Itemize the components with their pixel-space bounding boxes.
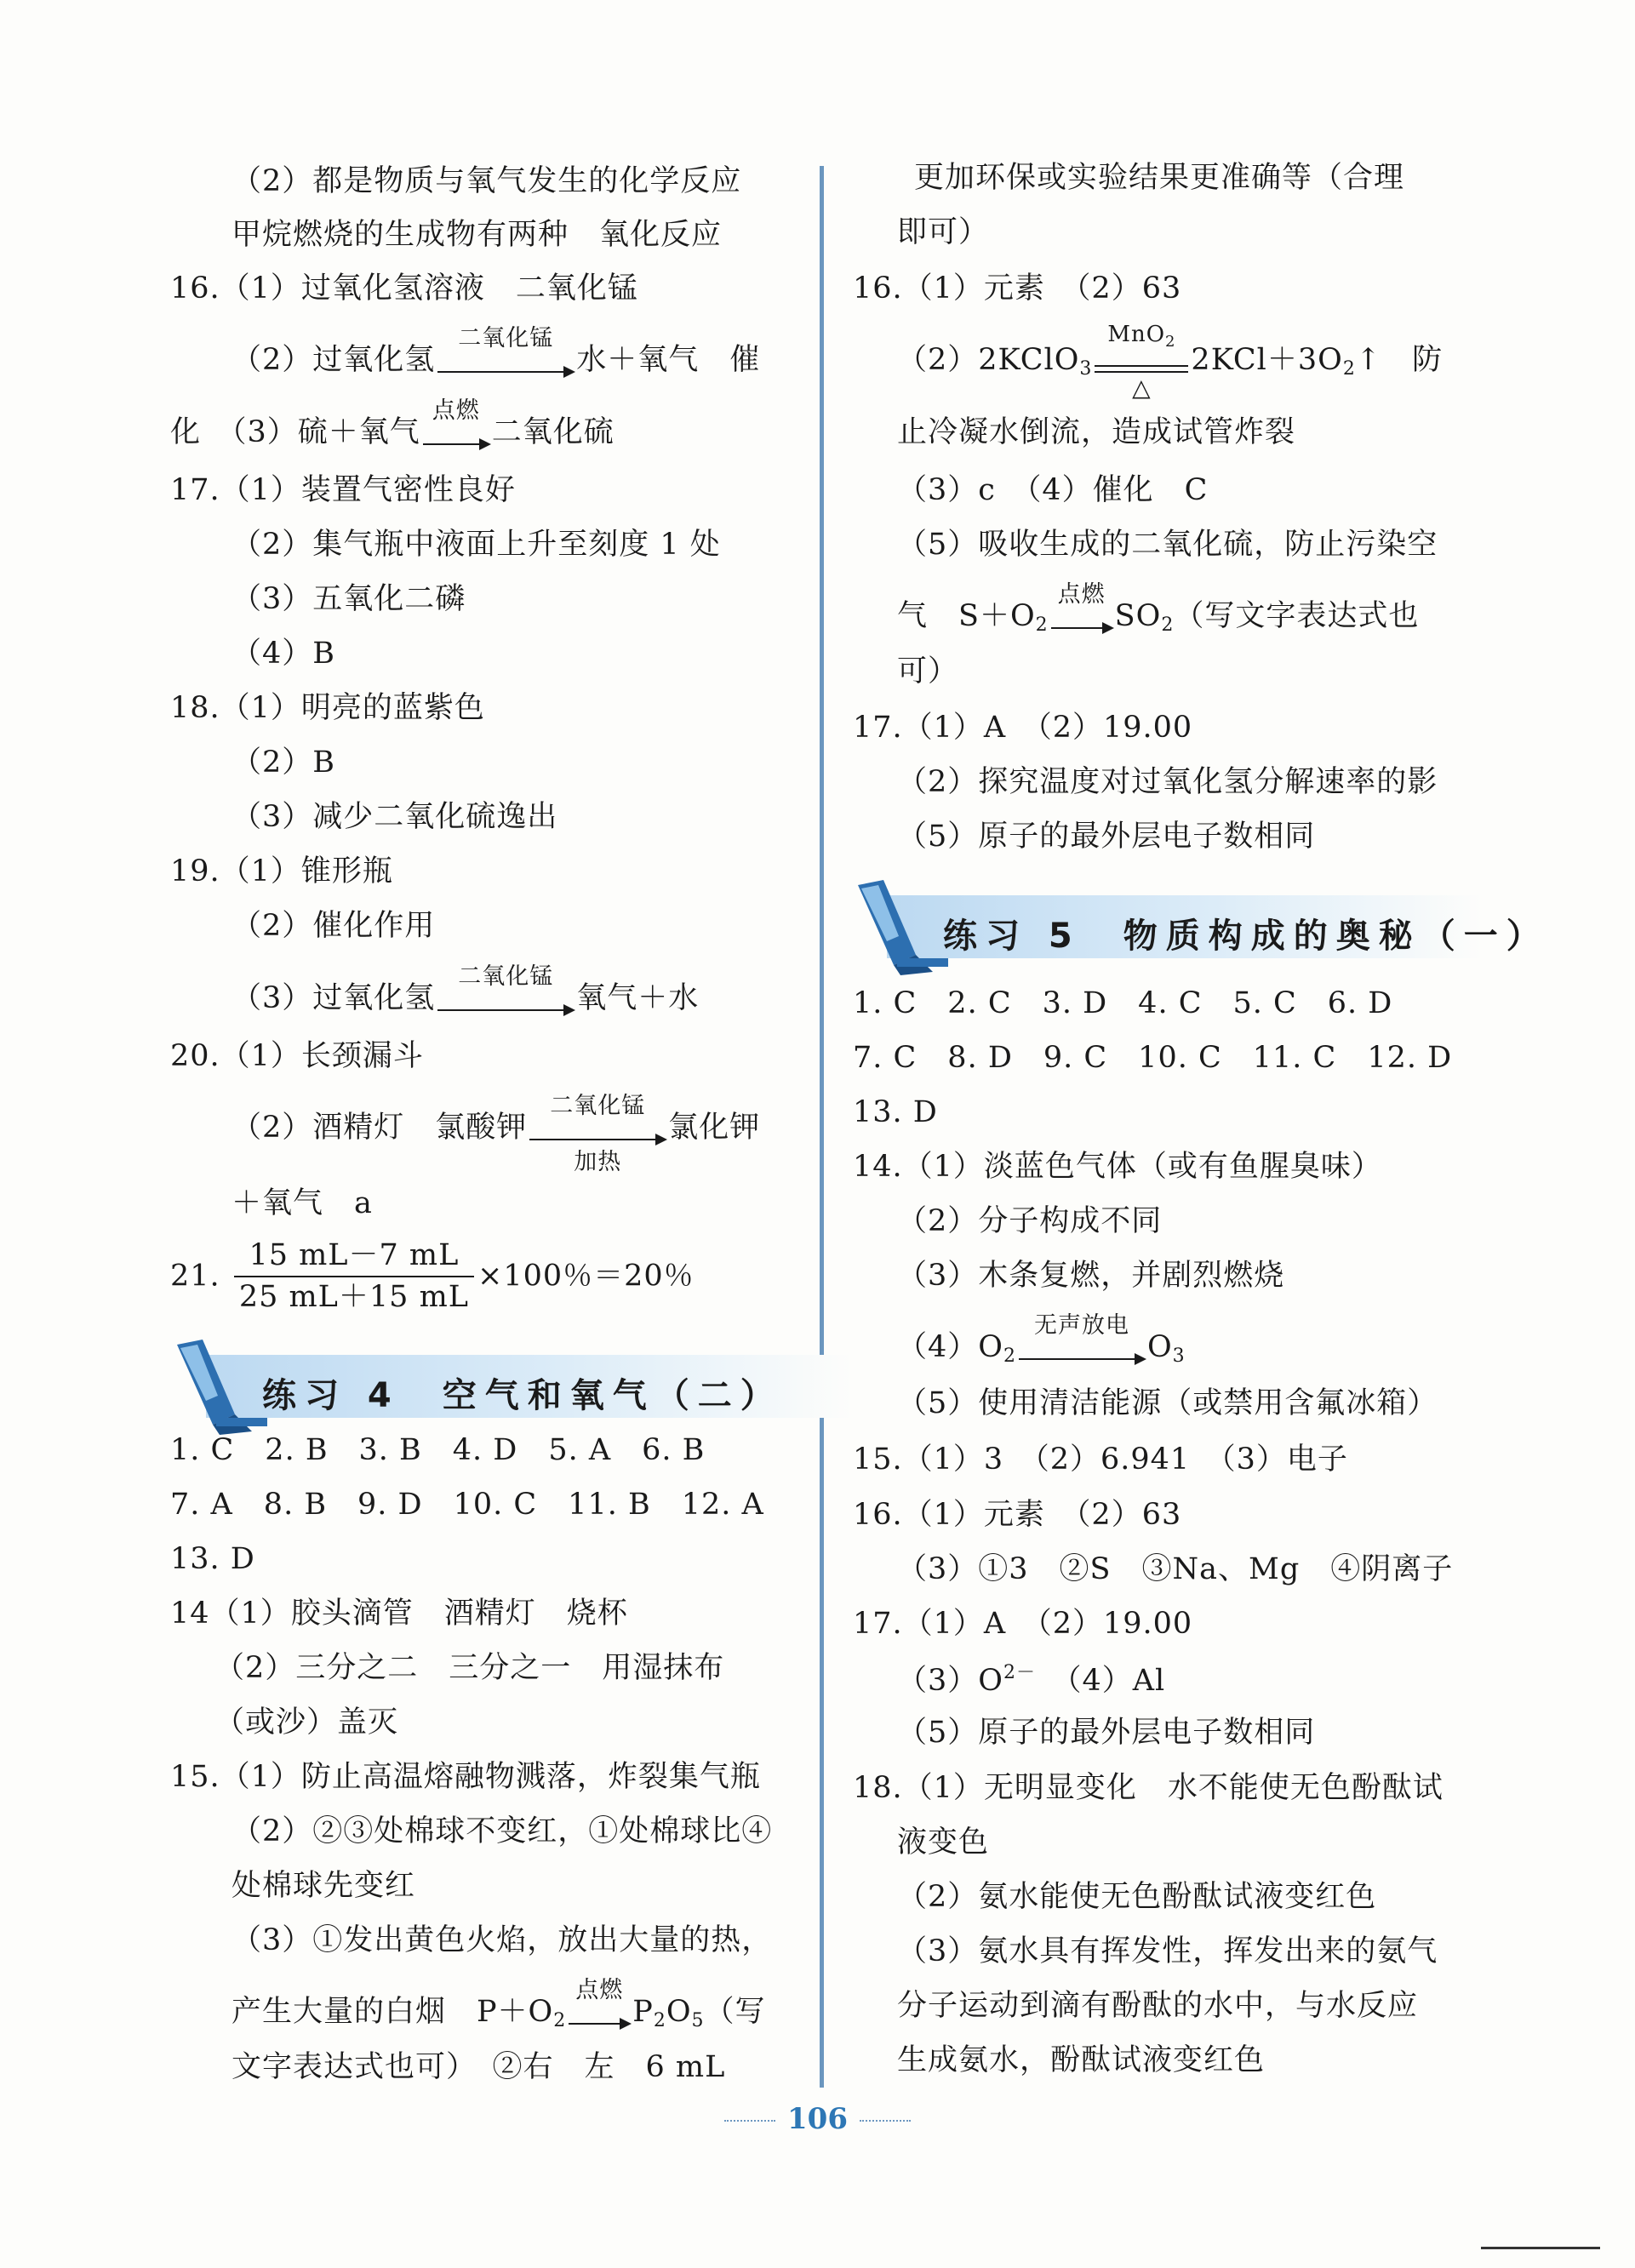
page-footer bbox=[0, 2102, 1635, 2136]
answer-line: 更加环保或实验结果更准确等（合理 bbox=[914, 161, 1405, 195]
answer-line: （或沙）盖灭 bbox=[214, 1705, 399, 1740]
equation-line: （2）2KClO$_3$ MnO$_2$ △ $2KCl+3O_2↑$ 防 bbox=[897, 322, 1443, 402]
answer-line: （2）三分之二 三分之一 用湿抹布 bbox=[214, 1651, 725, 1685]
answer-line: （3）氨水具有挥发性，挥发出来的氨气 bbox=[897, 1934, 1438, 1968]
answer-line: 15.（1）3 （2）6.941 （3）电子 bbox=[853, 1442, 1348, 1477]
answer-line: （5）原子的最外层电子数相同 bbox=[897, 820, 1316, 854]
answer-line: （5）使用清洁能源（或禁用含氟冰箱） bbox=[897, 1386, 1438, 1420]
answer-line: （3）①3 ②S ③Na、Mg ④阴离子 bbox=[897, 1552, 1454, 1586]
answer-line: 17.（1）A （2）19.00 bbox=[853, 1607, 1193, 1641]
answer-line: 14.（1）淡蓝色气体（或有鱼腥臭味） bbox=[853, 1150, 1382, 1184]
section-title: 练习 4 空气和氧气（二） bbox=[262, 1376, 783, 1415]
answer-line: 17.（1）装置气密性良好 bbox=[170, 473, 516, 507]
answer-line: 17.（1）A （2）19.00 bbox=[853, 711, 1193, 745]
answer-line: （5）吸收生成的二氧化硫，防止污染空 bbox=[897, 528, 1438, 562]
equation-line: （2）过氧化氢 二氧化锰 水＋氧气 催 bbox=[232, 325, 761, 377]
answer-line: （3）减少二氧化硫逸出 bbox=[232, 800, 558, 834]
equation-line: $(4)O_2$ 无声放电 $O_3$ bbox=[897, 1312, 1186, 1367]
answer-line: 止冷凝水倒流，造成试管炸裂 bbox=[897, 415, 1296, 449]
reaction-arrow: 点燃 bbox=[569, 2009, 630, 2025]
answer-line: $(3)O^{2-}$ （4）Al bbox=[897, 1662, 1166, 1698]
answer-line: （2）催化作用 bbox=[232, 909, 436, 943]
reaction-arrow: 点燃 bbox=[1051, 614, 1112, 629]
answer-line: （2）氨水能使无色酚酞试液变红色 bbox=[897, 1880, 1377, 1914]
answer-line: 15.（1）防止高温熔融物溅落，炸裂集气瓶 bbox=[170, 1760, 761, 1794]
answer-line: 7. A 8. B 9. D 10. C 11. B 12. A bbox=[170, 1488, 764, 1522]
equation-line: （2）酒精灯 氯酸钾 二氧化锰 加热 氯化钾 bbox=[232, 1093, 761, 1175]
answer-line: 13. D bbox=[853, 1095, 938, 1129]
answer-line: 即可） bbox=[897, 215, 990, 249]
answer-line: 分子运动到滴有酚酞的水中，与水反应 bbox=[897, 1989, 1419, 2023]
equation-line: 气 $S+O_2$ 点燃 $SO_2$（写文字表达式也 bbox=[897, 581, 1420, 636]
answer-line: 13. D bbox=[170, 1542, 255, 1576]
answer-line: 19.（1）锥形瓶 bbox=[170, 854, 393, 888]
pen-icon bbox=[849, 877, 952, 979]
answer-line: 文字表达式也可） ②右 左 6 mL bbox=[232, 2050, 726, 2084]
answer-line: 16.（1）元素 （2）63 bbox=[853, 271, 1182, 306]
reaction-arrow: 无声放电 bbox=[1019, 1345, 1145, 1360]
answer-line: 处棉球先变红 bbox=[232, 1869, 416, 1903]
equation-line: 产生大量的白烟 $P+O_2$ 点燃 $P_2O_5$（写 bbox=[232, 1977, 766, 2031]
answer-line: （3）五氧化二磷 bbox=[232, 582, 466, 616]
answer-line: （2）都是物质与氧气发生的化学反应 bbox=[232, 164, 742, 198]
answer-line: 18.（1）明亮的蓝紫色 bbox=[170, 691, 485, 725]
answer-line: 液变色 bbox=[897, 1825, 990, 1860]
equation-line: 化 （3）硫＋氧气 点燃 二氧化硫 bbox=[170, 397, 615, 449]
answer-line: （3）木条复燃，并剧烈燃烧 bbox=[897, 1259, 1285, 1293]
answer-line: 1. C 2. C 3. D 4. C 5. C 6. D bbox=[853, 986, 1393, 1020]
answer-line: ＋氧气 a bbox=[232, 1186, 373, 1220]
bottom-rule bbox=[1481, 2247, 1600, 2249]
equation-line: （3）过氧化氢 二氧化锰 氧气＋水 bbox=[232, 963, 700, 1015]
pen-icon bbox=[169, 1336, 271, 1438]
answer-line: 生成氨水，酚酞试液变红色 bbox=[897, 2043, 1266, 2077]
page-number: 106 bbox=[787, 2102, 848, 2136]
answer-line: 1. C 2. B 3. B 4. D 5. A 6. B bbox=[170, 1433, 706, 1467]
answer-line: （2）②③处棉球不变红，①处棉球比④ bbox=[232, 1814, 773, 1848]
fraction-line: 21. $\frac{15 mL-7 mL}{25 mL+15 mL}$ ×100％＝20％ bbox=[170, 1238, 695, 1314]
equals-sign: MnO$_2$ △ bbox=[1095, 354, 1188, 373]
answer-line: （2）B bbox=[232, 746, 335, 780]
answer-line: （2）探究温度对过氧化氢分解速率的影 bbox=[897, 765, 1438, 799]
fraction: $\frac{15 mL-7 mL}{25 mL+15 mL}$ bbox=[234, 1241, 474, 1312]
section-title: 练习 5 物质构成的奥秘（一） bbox=[943, 917, 1549, 956]
answer-line: 甲烷燃烧的生成物有两种 氧化反应 bbox=[232, 218, 723, 252]
reaction-arrow: 二氧化锰 bbox=[437, 996, 574, 1011]
answer-line: （3）c （4）催化 C bbox=[897, 473, 1209, 507]
reaction-arrow: 二氧化锰 bbox=[437, 357, 574, 373]
answer-line: 20.（1）长颈漏斗 bbox=[170, 1039, 424, 1073]
answer-line: 16.（1）元素 （2）63 bbox=[853, 1498, 1182, 1532]
answer-line: 可） bbox=[897, 654, 959, 688]
answer-line: 16.（1）过氧化氢溶液 二氧化锰 bbox=[170, 271, 638, 306]
answer-line: 7. C 8. D 9. C 10. C 11. C 12. D bbox=[853, 1041, 1453, 1075]
answer-line: （2）分子构成不同 bbox=[897, 1204, 1163, 1238]
answer-line: 14（1）胶头滴管 酒精灯 烧杯 bbox=[170, 1597, 628, 1631]
reaction-arrow: 二氧化锰 加热 bbox=[529, 1125, 666, 1140]
answer-line: 18.（1）无明显变化 水不能使无色酚酞试 bbox=[853, 1771, 1443, 1805]
answer-line: （2）集气瓶中液面上升至刻度 1 处 bbox=[232, 528, 721, 562]
reaction-arrow: 点燃 bbox=[423, 430, 489, 445]
answer-line: （4）B bbox=[232, 637, 335, 671]
answer-line: （5）原子的最外层电子数相同 bbox=[897, 1716, 1316, 1750]
column-divider bbox=[820, 166, 824, 2088]
answer-line: （3）①发出黄色火焰，放出大量的热， bbox=[232, 1923, 773, 1957]
